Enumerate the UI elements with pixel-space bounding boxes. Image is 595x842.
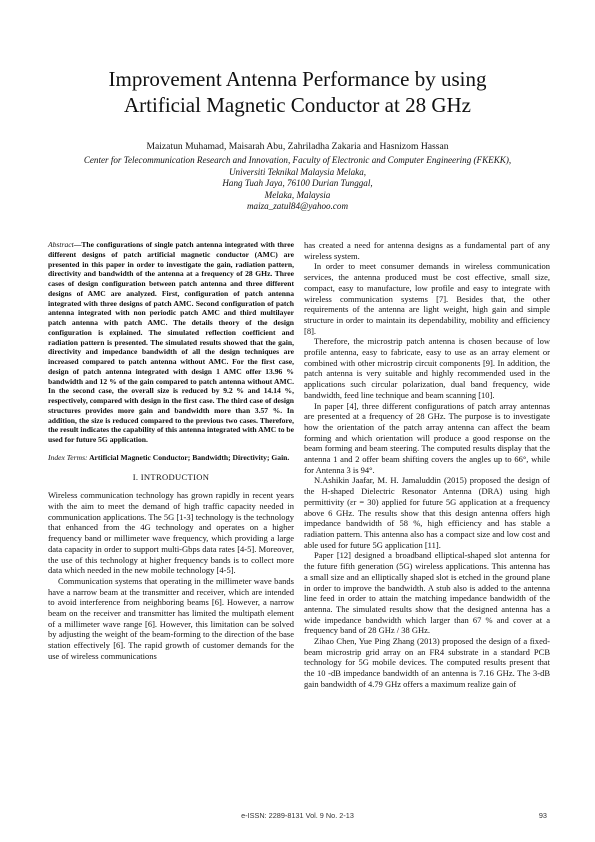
paragraph: Paper [12] designed a broadband elliptical-shaped slot antenna for the future fifth generation (5G) wireless applications. This antenna has a small size and an elliptically shaped slot is etched in the ground plane in order to improve the bandwidth. A stub also is added to the antenna line feed in order to attain the matching impedance bandwidth of the antenna. The simulated results show that the designed antenna has a wide impedance bandwidth which larger than 67 % and cover at a frequency band of 28 GHz / 38 GHz.: [304, 550, 550, 636]
section-heading: I. INTRODUCTION: [132, 472, 210, 483]
page-footer: [0, 811, 595, 823]
paragraph: In paper [4], three different configurations of patch array antennas are presented at a frequency of 28 GHz. The purpose is to investigate how the orientation of the patch array antenna can affect the beam forming and which orientation will produce a good response on the beam forming and beam steering. The computed results display that the antenna 1 and 2 offer beam shifting covers the angles up to 66°, while for Antenna 3 is 94°.: [304, 400, 550, 475]
abstract: [48, 240, 294, 445]
paragraph: In order to meet consumer demands in wireless communication services, the antenna produced must be cost effective, small size, compact, easy to manufacture, low profile and easy to integrate with wireless communication systems [7]. Besides that, the other requirements of the antenna are light weight, high gain and simple structure in order to maintain its dependability, mobility and efficiency [8].: [304, 261, 550, 336]
abstract-lead: Abstract: [48, 240, 74, 249]
affiliation-line: Melaka, Malaysia: [264, 189, 331, 200]
journal-info: e-ISSN: 2289-8131 Vol. 9 No. 2-13: [241, 811, 354, 820]
right-column: [304, 240, 550, 690]
paragraph: Communication systems that operating in the millimeter wave bands have a narrow beam at the transmitter and receiver, which are intended to avoid interference from neighboring beams [6]. However, a narrow beam on the receiver and transmitter has limited the multipath element of a millimeter wave range [6]. However, this limitation can be solved by adjusting the weight of the beam-forming to the direction of the base station effectively [6]. The rapid growth of customer demands for the use of wireless communications: [48, 575, 294, 661]
paragraph: Wireless communication technology has grown rapidly in recent years with the aim to meet the demand of high traffic capacity needed in communication applications. The 5G [1-3] technology is the technology that enhanced from the 4G technology and operates on a higher frequency band or millimeter wave frequency, which providing a large data capacity in order to support multi-Gbps data rates [4-5]. Moreover, the use of this technology at higher frequency bands is to collect more data which needed in the new mobile technology [4-5].: [48, 490, 294, 576]
author-email: maiza_zatul84@yahoo.com: [246, 201, 349, 212]
paragraph: Zihao Chen, Yue Ping Zhang (2013) proposed the design of a fixed-beam microstrip grid array on an FR4 substrate in a standard PCB technology for 5G mobile devices. The computed results present that the 10 -dB impedance bandwidth of an antenna is 7.16 GHz. The 3-dB gain bandwidth of 4.79 GHz offers a maximum realize gain of: [304, 636, 550, 689]
index-terms-lead: Index Terms:: [48, 452, 88, 462]
paragraph: has created a need for antenna designs as a fundamental part of any wireless system.: [304, 240, 550, 261]
title-line-2: Artificial Magnetic Conductor at 28 GHz: [124, 93, 471, 117]
left-column: [48, 240, 294, 662]
affiliation: [0, 155, 595, 213]
paragraph: N.Ashikin Jaafar, M. H. Jamaluddin (2015) proposed the design of the H-shaped Dielectric Resonator Antenna (DRA) using high permittivity (εr = 30) applied for future 5G application at a frequency above 6 GHz. The results show that this design antenna offers high impedance bandwidth of 58 %, high efficiency and has stable a radiation pattern. This antenna also has a compact size and low cost and able used for future 5G application [11].: [304, 475, 550, 550]
page-number: 93: [538, 811, 547, 820]
authors: Maizatun Muhamad, Maisarah Abu, Zahriladha Zakaria and Hasnizom Hassan: [146, 141, 449, 152]
abstract-text: —The configurations of single patch antenna integrated with three different designs of patch artificial magnetic conductor (AMC) are presented in this paper in order to investigate the gain, radiation pattern, directivity and bandwidth of the antenna at a frequency of 28 GHz. Three cases of design configuration between patch antenna and three different designs of AMC are analyzed. First, configuration of patch antenna integrated with three designs of patch AMC. Second configuration of patch antenna integrated with non periodic patch AMC and third multilayer patch antenna with patch AMC. The details theory of the design configuration is explained. The simulated reflection coefficient and radiation pattern is presented. The simulated results showed that the gain, directivity and impedance bandwidth of all the design techniques are increased compared to patch antenna without AMC. For the first case, design of patch antenna integrated with design 1 AMC offer 13.96 % bandwidth and 12 % of the gain compared to patch antenna without AMC. In the second case, the overall size is reduced by 9.2 % and 14.14 %, respectively, compared with design in the first case. The third case of design structures provides more gain and bandwidth more than 3.57 %. In addition, the size is reduced compared to the previous two cases. Therefore, the result indicates the capability of this antenna integrated with AMC to be used for future 5G application.: [48, 240, 294, 444]
title-line-1: Improvement Antenna Performance by using: [108, 67, 487, 91]
index-terms-text: Artificial Magnetic Conductor; Bandwidth; Directivity; Gain.: [87, 452, 290, 462]
affiliation-line: Universiti Teknikal Malaysia Melaka,: [228, 166, 367, 177]
affiliation-line: Hang Tuah Jaya, 76100 Durian Tunggal,: [222, 178, 373, 189]
paper-title: [0, 66, 595, 118]
index-terms: [48, 453, 294, 463]
paragraph: Therefore, the microstrip patch antenna is chosen because of low profile antenna, easy to fabricate, easy to use as an array element or combined with other microstrip circuit components [9]. In addition, the patch antenna is very suitable and highly recommended used in the applications such circular polarization, dual band frequency, wide bandwidth, feed line technique and beam scanning [10].: [304, 336, 550, 400]
affiliation-line: Center for Telecommunication Research and Innovation, Faculty of Electronic and Computer Engineering (FKEKK),: [83, 155, 512, 165]
